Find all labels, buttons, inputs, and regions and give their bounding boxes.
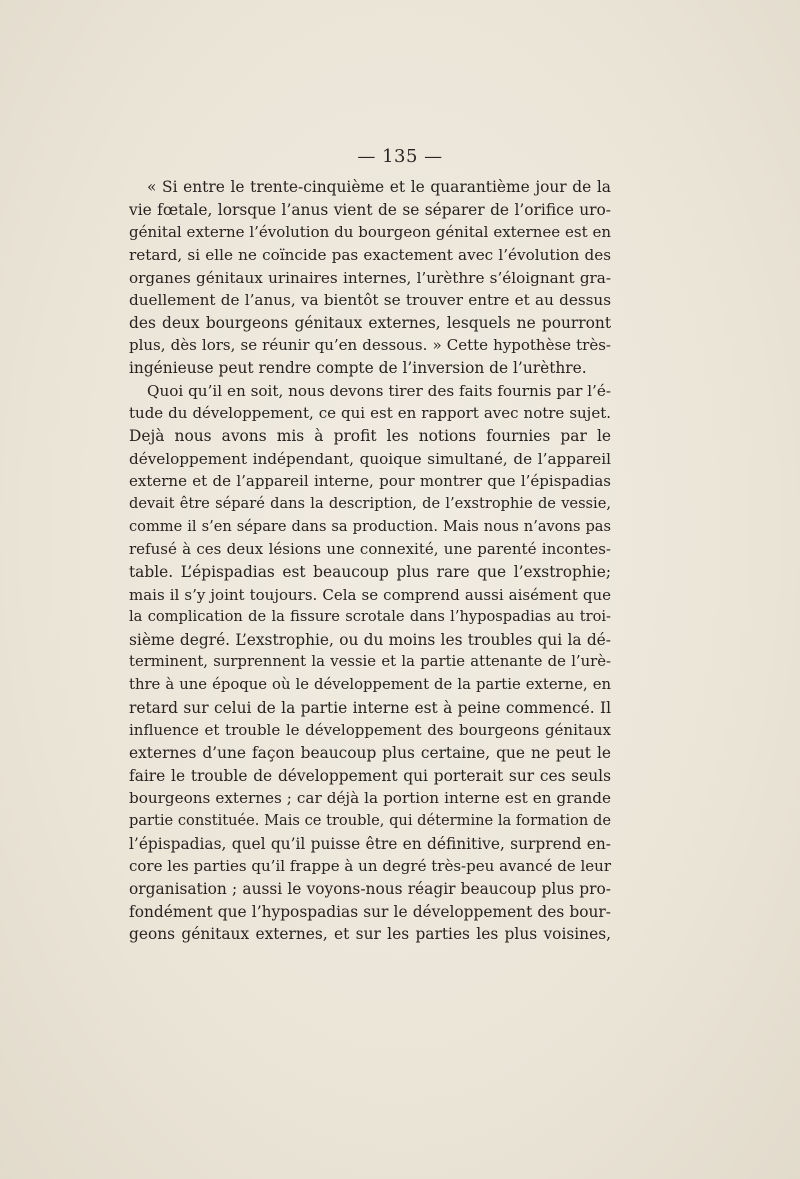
- text-line: core les parties qu’il frappe à un degré très-peu avancé de leur: [129, 857, 611, 876]
- text-line: organisation ; aussi le voyons-nous réagir beaucoup plus pro-: [129, 879, 611, 898]
- text-line: plus, dès lors, se réunir qu’en dessous. » Cette hypothèse très-: [129, 336, 611, 355]
- text-line: Dejà nous avons mis à profit les notions fournies par le: [129, 427, 611, 446]
- text-line: terminent, surprennent la vessie et la partie attenante de l’urè-: [129, 653, 611, 671]
- text-line: comme il s’en sépare dans sa production. Mais nous n’avons pas: [129, 517, 611, 535]
- text-line: retard sur celui de la partie interne est à peine commencé. Il: [129, 698, 611, 717]
- text-line: développement indépendant, quoique simultané, de l’appareil: [129, 449, 611, 468]
- text-line: duellement de l’anus, va bientôt se trouver entre et au dessus: [129, 291, 611, 310]
- text-line: thre à une époque où le développement de la partie externe, en: [129, 676, 611, 694]
- text-line: retard, si elle ne coïncide pas exactement avec l’évolution des: [129, 245, 611, 264]
- text-line: tude du développement, ce qui est en rapport avec notre sujet.: [129, 404, 611, 423]
- text-line: des deux bourgeons génitaux externes, lesquels ne pourront: [129, 313, 611, 332]
- text-line: organes génitaux urinaires internes, l’urèthre s’éloignant gra-: [129, 268, 611, 287]
- text-line: externe et de l’appareil interne, pour montrer que l’épispadias: [129, 472, 611, 491]
- text-line: bourgeons externes ; car déjà la portion interne est en grande: [129, 789, 611, 808]
- text-line: devait être séparé dans la description, de l’exstrophie de vessie,: [129, 494, 611, 512]
- text-line: externes d’une façon beaucoup plus certaine, que ne peut le: [129, 744, 611, 763]
- page-number: — 135 —: [357, 146, 443, 167]
- text-line: mais il s’y joint toujours. Cela se comprend aussi aisément que: [129, 585, 611, 604]
- text-line: influence et trouble le développement des bourgeons génitaux: [129, 721, 611, 740]
- text-line: « Si entre le trente-cinquième et le quarantième jour de la: [147, 178, 611, 196]
- text-line: table. L’épispadias est beaucoup plus rare que l’exstrophie;: [129, 562, 611, 581]
- text-line: l’épispadias, quel qu’il puisse être en définitive, surprend en-: [129, 834, 611, 853]
- text-line: faire le trouble de développement qui porterait sur ces seuls: [129, 766, 611, 785]
- text-line: génital externe l’évolution du bourgeon génital externee est en: [129, 223, 611, 242]
- text-line: ingénieuse peut rendre compte de l’inversion de l’urèthre.: [129, 359, 587, 378]
- text-line: geons génitaux externes, et sur les parties les plus voisines,: [129, 925, 611, 944]
- text-line: vie fœtale, lorsque l’anus vient de se séparer de l’orifice uro-: [129, 200, 611, 219]
- text-line: Quoi qu’il en soit, nous devons tirer des faits fournis par l’é-: [147, 381, 611, 400]
- text-line: sième degré. L’exstrophie, ou du moins les troubles qui la dé-: [129, 630, 611, 649]
- text-line: refusé à ces deux lésions une connexité, une parenté incontes-: [129, 540, 611, 559]
- body-text: [129, 176, 611, 946]
- text-line: partie constituée. Mais ce trouble, qui détermine la formation de: [129, 811, 611, 829]
- text-line: fondément que l’hypospadias sur le développement des bour-: [129, 902, 611, 921]
- text-line: la complication de la fissure scrotale dans l’hypospadias au troi-: [129, 608, 611, 626]
